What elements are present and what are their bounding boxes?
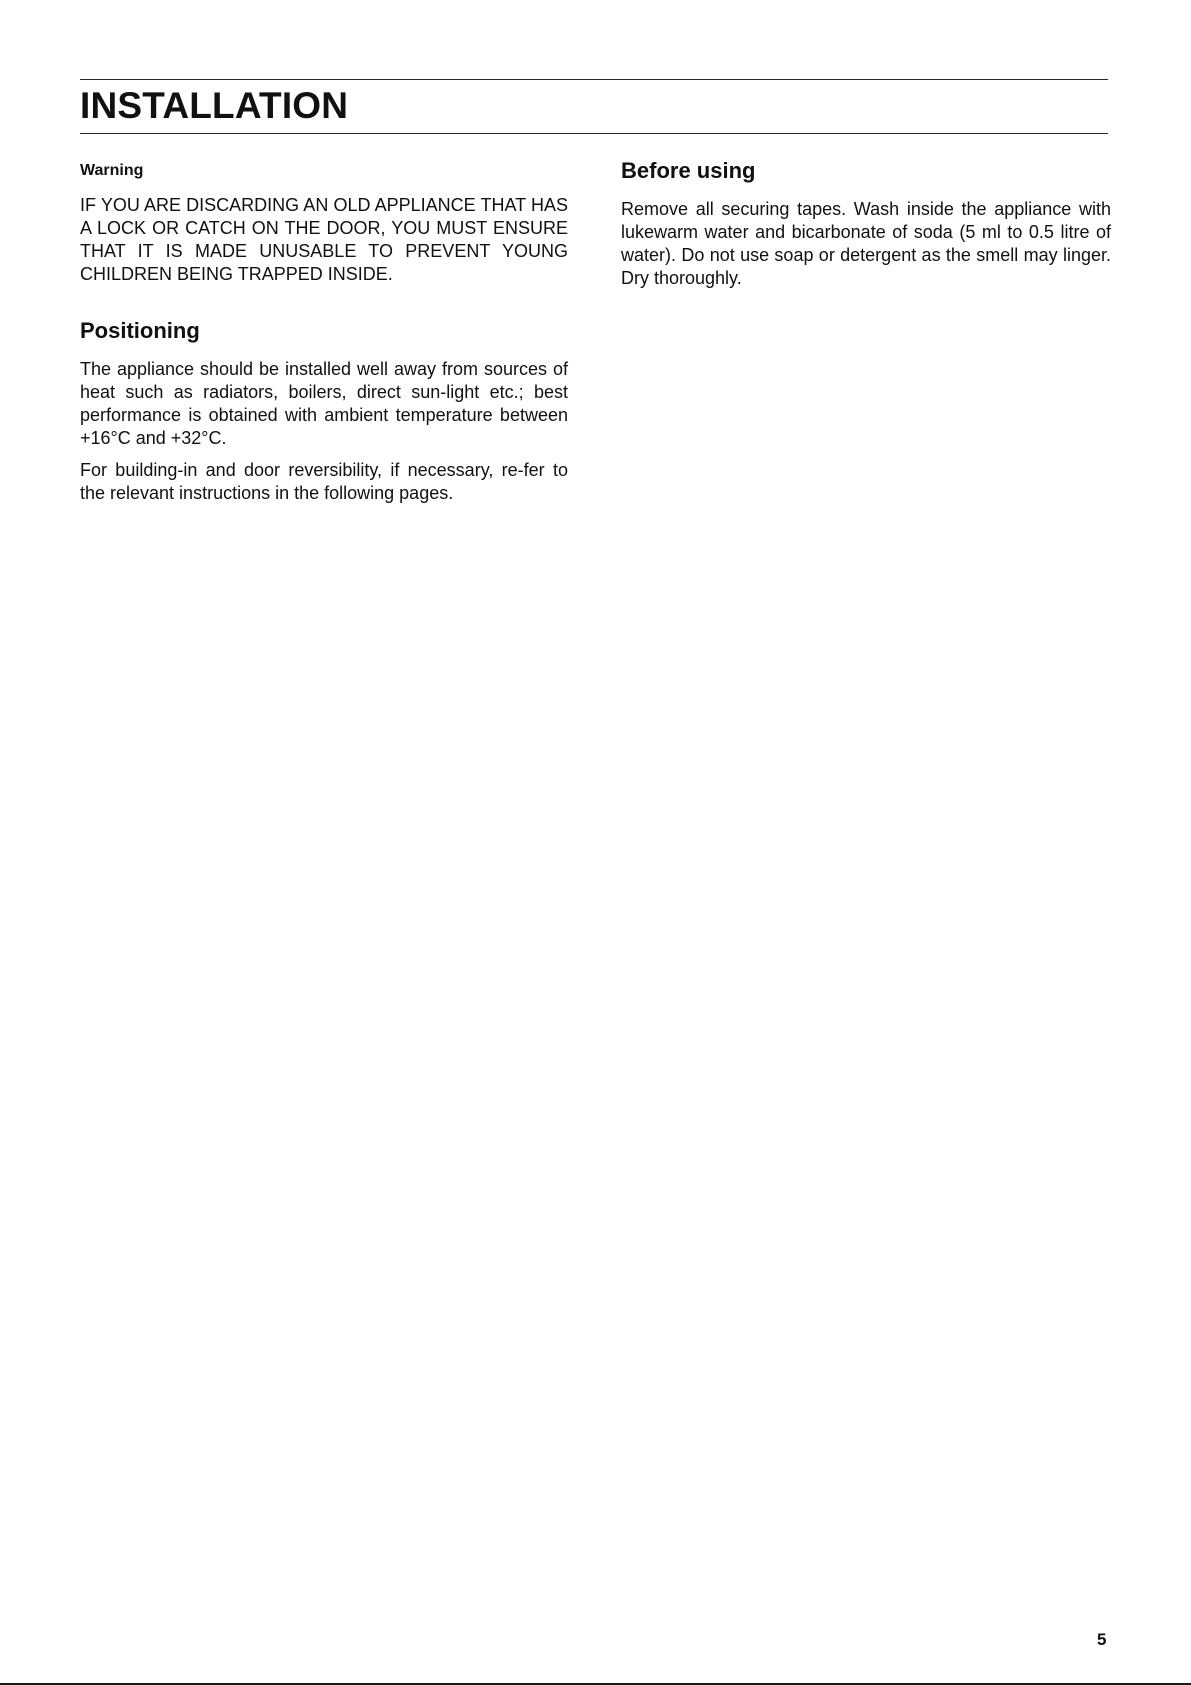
page-number: 5: [1097, 1630, 1107, 1649]
before-using-section: [621, 156, 1111, 290]
header-rule-bottom: [80, 133, 1108, 134]
positioning-section: [80, 316, 568, 505]
positioning-paragraph-2: For building-in and door reversibility, if necessary, re-fer to the relevant instructions in the following pages.: [80, 460, 568, 503]
left-column: [80, 160, 568, 505]
warning-text: IF YOU ARE DISCARDING AN OLD APPLIANCE THAT HAS A LOCK OR CATCH ON THE DOOR, YOU MUST ENSURE THAT IT IS MADE UNUSABLE TO PREVENT YOUNG CHILDREN BEING TRAPPED INSIDE.: [80, 195, 568, 284]
positioning-paragraph-1: The appliance should be installed well away from sources of heat such as radiators, boilers, direct sun-light etc.; best performance is obtained with ambient temperature between +16°C and +32°C.: [80, 359, 568, 448]
warning-heading: Warning: [80, 162, 144, 179]
before-using-text: Remove all securing tapes. Wash inside the appliance with lukewarm water and bicarbonate of soda (5 ml to 0.5 litre of water). Do not use soap or detergent as the smell may linger. Dry thoroughly.: [621, 199, 1111, 288]
before-using-heading: Before using: [621, 158, 756, 183]
header-rule-top: [80, 79, 1108, 80]
positioning-heading: Positioning: [80, 318, 200, 343]
page-title: INSTALLATION: [80, 85, 349, 126]
right-column: [621, 160, 1111, 290]
warning-section: [80, 160, 568, 286]
